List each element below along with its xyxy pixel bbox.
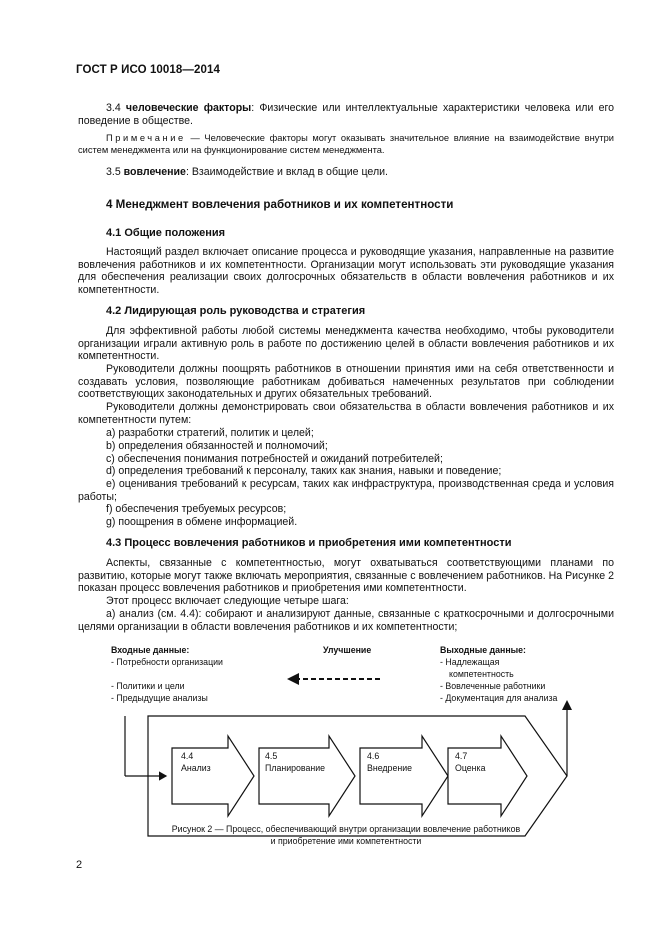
- list-item: f) обеспечения требуемых ресурсов;: [106, 503, 287, 515]
- step-number: 4.7: [455, 751, 468, 761]
- output-item: - Вовлеченные работники: [440, 681, 546, 691]
- section-4-3-paragraph-3: а) анализ (см. 4.4): собирают и анализируют данные, связанные с краткосрочными и долгосрочными целями организации в области вовлечения работников и их компетентности;: [78, 608, 614, 633]
- section-4-title: 4 Менеджмент вовлечения работников и их компетентности: [106, 198, 454, 211]
- step-number: 4.6: [367, 751, 380, 761]
- note-label: Примечание: [106, 133, 186, 143]
- step-number: 4.4: [181, 751, 194, 761]
- input-item: - Предыдущие анализы: [111, 693, 208, 703]
- definition-number: 3.4: [106, 102, 126, 114]
- definition-term: вовлечение: [123, 166, 186, 178]
- definition-text: : Физические или интеллектуальные характеристики человека или его поведение в обществе.: [78, 102, 614, 127]
- note-paragraph: [78, 133, 614, 157]
- section-4-2-title: 4.2 Лидирующая роль руководства и стратегия: [106, 305, 366, 317]
- figure-caption-line-2: и приобретение ими компетентности: [270, 836, 422, 846]
- output-arrowhead: [562, 700, 572, 710]
- input-item: - Политики и цели: [111, 681, 185, 691]
- improvement-label: Улучшение: [323, 645, 372, 655]
- outputs-title: Выходные данные:: [440, 645, 526, 655]
- step-arrow-implementation: [360, 736, 448, 816]
- section-4-2-paragraph-1: Для эффективной работы любой системы менеджмента качества необходимо, чтобы руководители организации играли активную роль в работе по достижению целей в области вовлечения работников и их компетентности.: [78, 325, 614, 363]
- definition-text: : Взаимодействие и вклад в общие цели.: [185, 166, 389, 178]
- section-4-1-title: 4.1 Общие положения: [106, 227, 226, 239]
- process-diagram: [0, 640, 661, 850]
- output-item: - Надлежащая: [440, 657, 500, 667]
- improvement-arrowhead: [287, 673, 299, 685]
- inputs-title: Входные данные:: [111, 645, 190, 655]
- document-header-code: ГОСТ Р ИСО 10018—2014: [76, 64, 221, 76]
- step-arrow-evaluation: [448, 736, 527, 816]
- step-label: Внедрение: [367, 763, 413, 773]
- section-4-3-title: 4.3 Процесс вовлечения работников и приобретения ими компетентности: [106, 537, 512, 549]
- output-item: компетентность: [449, 669, 514, 679]
- figure-2: [0, 640, 661, 850]
- step-number: 4.5: [265, 751, 278, 761]
- output-item: - Документация для анализа: [440, 693, 558, 703]
- definition-3-5: [78, 166, 614, 179]
- step-label: Анализ: [181, 763, 211, 773]
- definition-term: человеческие факторы: [125, 102, 252, 114]
- list-item: b) определения обязанностей и полномочий;: [106, 440, 328, 452]
- section-4-2-paragraph-3: Руководители должны демонстрировать свои обязательства в области вовлечения работников и их компетентности путем:: [78, 401, 614, 426]
- list-item: c) обеспечения понимания потребностей и ожиданий потребителей;: [106, 453, 443, 465]
- section-4-3-paragraph-1: Аспекты, связанные с компетентностью, могут охватываться соответствующими планами по развитию, которые могут также включать мероприятия, связанные с вовлечением работников. На Рисунке 2 показан процесс вовлечения работников и приобретения ими компетентности.: [78, 557, 614, 595]
- step-label: Планирование: [265, 763, 326, 773]
- definition-number: 3.5: [106, 166, 124, 178]
- definition-3-4: [78, 102, 614, 127]
- step-arrow-analysis: [172, 736, 254, 816]
- page-number: 2: [76, 859, 83, 871]
- figure-caption-line-1: Рисунок 2 — Процесс, обеспечивающий внутри организации вовлечение работников: [171, 824, 521, 834]
- section-4-1-paragraph: Настоящий раздел включает описание процесса и руководящие указания, направленные на развитие вовлечения работников и их компетентности. Организации могут использовать эти руководящие указания для обеспечения реализации своих долгосрочных обязательств в области вовлечения работников и их компетентности.: [78, 246, 614, 296]
- list-item: g) поощрения в обмене информацией.: [106, 516, 298, 528]
- note-text: — Человеческие факторы могут оказывать значительное влияние на взаимодействие внутри систем менеджмента или на функционирование систем менеджмента.: [78, 133, 614, 155]
- step-label: Оценка: [455, 763, 486, 773]
- list-item: а) разработки стратегий, политик и целей;: [106, 427, 314, 439]
- step-arrow-planning: [259, 736, 355, 816]
- input-item: - Потребности организации: [111, 657, 223, 667]
- section-4-2-paragraph-2: Руководители должны поощрять работников в отношении принятия ими на себя ответственности и создавать условия, позволяющие работникам добиваться намеченных результатов при соблюдении соответствующих законодательных и других обязательных требований.: [78, 363, 614, 401]
- section-4-3-paragraph-2: Этот процесс включает следующие четыре шага:: [106, 595, 349, 607]
- list-item: d) определения требований к персоналу, таких как знания, навыки и поведение;: [106, 465, 502, 477]
- list-item: e) оценивания требований к ресурсам, таких как инфраструктура, производственная среда и условия работы;: [78, 478, 614, 503]
